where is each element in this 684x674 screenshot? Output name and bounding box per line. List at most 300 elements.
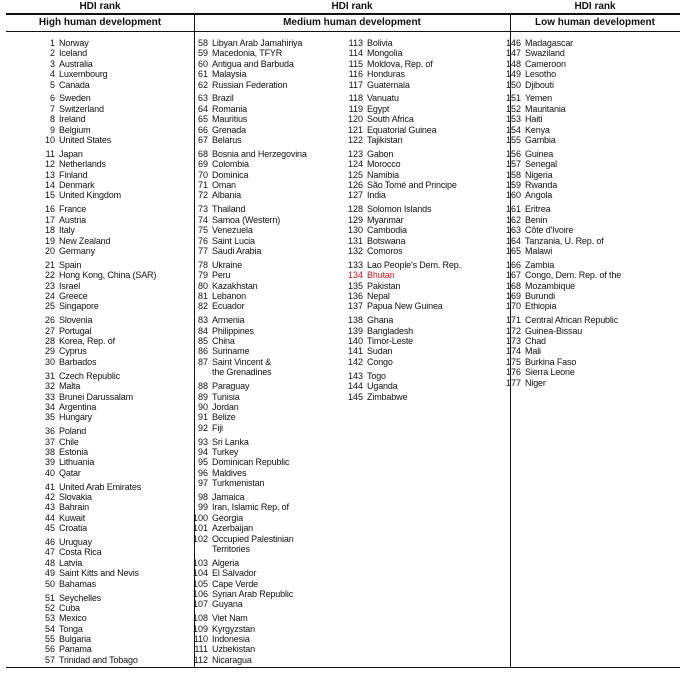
hdi-rank: 99 <box>197 502 208 513</box>
country-name: Maldives <box>212 467 247 478</box>
country-row <box>502 326 662 336</box>
hdi-rank: 81 <box>197 290 208 301</box>
country-row <box>36 215 196 225</box>
country-name: Uruguay <box>59 537 92 548</box>
country-row <box>36 246 196 256</box>
country-row <box>502 135 662 145</box>
hdi-rank: 48 <box>44 557 55 568</box>
country-name: Qatar <box>59 467 81 478</box>
hdi-rank: 97 <box>197 478 208 489</box>
hdi-rank: 87 <box>197 356 208 367</box>
country-row <box>502 281 662 291</box>
country-row <box>189 634 349 644</box>
hdi-rank: 43 <box>44 502 55 513</box>
hdi-rank: 78 <box>197 259 208 270</box>
country-name: Paraguay <box>212 381 250 392</box>
hdi-rank: 4 <box>49 69 55 80</box>
country-name: Gambia <box>525 135 556 146</box>
country-name: Argentina <box>59 401 97 412</box>
hdi-rank: 42 <box>44 492 55 503</box>
country-name: Philippines <box>212 325 254 336</box>
country-name: South Africa <box>367 114 414 125</box>
hdi-rank: 95 <box>197 457 208 468</box>
country-row <box>36 426 196 436</box>
country-row <box>189 468 349 478</box>
country-name: Swaziland <box>525 48 565 59</box>
hdi-rank-table <box>6 0 680 668</box>
rank-group <box>344 260 504 312</box>
hdi-rank: 50 <box>44 578 55 589</box>
hdi-rank: 157 <box>505 159 521 170</box>
hdi-rank: 164 <box>505 235 521 246</box>
country-row <box>502 367 662 377</box>
hdi-rank: 57 <box>44 654 55 665</box>
hdi-rank: 125 <box>347 169 363 180</box>
hdi-rank: 163 <box>505 225 521 236</box>
country-name: Peru <box>212 270 231 281</box>
country-name: Luxembourg <box>59 69 108 80</box>
country-name: Dominica <box>212 169 249 180</box>
country-row <box>189 215 349 225</box>
country-row <box>36 492 196 502</box>
country-name: Turkmenistan <box>212 478 265 489</box>
medium-development-title: Medium human development <box>283 17 421 28</box>
country-name: Bolivia <box>367 38 393 48</box>
hdi-rank: 85 <box>197 336 208 347</box>
country-name: Slovakia <box>59 492 92 503</box>
hdi-rank: 92 <box>197 422 208 433</box>
country-row <box>36 204 196 214</box>
hdi-rank: 71 <box>197 180 208 191</box>
country-name: Timor-Leste <box>367 336 414 347</box>
country-name: Antigua and Barbuda <box>212 58 294 69</box>
country-row <box>344 281 504 291</box>
country-row <box>344 125 504 135</box>
country-name: Côte d'Ivoire <box>525 225 574 236</box>
hdi-rank: 28 <box>44 336 55 347</box>
hdi-rank: 134 <box>347 270 363 281</box>
rank-group <box>189 613 349 665</box>
country-name: Russian Federation <box>212 79 288 90</box>
country-row <box>502 236 662 246</box>
country-row <box>36 482 196 492</box>
country-name: Comoros <box>367 245 403 256</box>
country-name: Bosnia and Herzegovina <box>212 148 307 159</box>
country-row <box>502 190 662 200</box>
country-name: Togo <box>367 370 386 381</box>
country-row <box>189 315 349 325</box>
hdi-rank: 104 <box>192 568 208 579</box>
country-name: Libyan Arab Jamahiriya <box>212 38 303 48</box>
hdi-rank: 94 <box>197 446 208 457</box>
hdi-rank: 27 <box>44 325 55 336</box>
hdi-rank: 98 <box>197 492 208 503</box>
country-row <box>189 326 349 336</box>
hdi-rank: 174 <box>505 346 521 357</box>
country-row <box>36 437 196 447</box>
hdi-rank: 166 <box>505 259 521 270</box>
country-name: Djibouti <box>525 79 554 90</box>
hdi-rank: 114 <box>348 48 363 59</box>
country-row <box>344 48 504 58</box>
country-row <box>36 346 196 356</box>
country-name: Cape Verde <box>212 578 259 589</box>
country-name: Norway <box>59 38 89 48</box>
country-name: Equatorial Guinea <box>367 124 437 135</box>
country-row <box>36 468 196 478</box>
rank-group <box>344 38 504 90</box>
country-row <box>189 281 349 291</box>
country-row <box>502 270 662 280</box>
country-name: Romania <box>212 103 247 114</box>
hdi-rank: 109 <box>192 623 208 634</box>
country-row <box>189 568 349 578</box>
country-row <box>344 190 504 200</box>
country-row <box>189 59 349 69</box>
country-name: Georgia <box>212 512 243 523</box>
hdi-rank: 161 <box>505 204 521 215</box>
country-row <box>189 423 349 433</box>
country-name: Hungary <box>59 412 92 423</box>
hdi-rank: 2 <box>49 48 55 59</box>
country-name: Algeria <box>212 557 239 568</box>
hdi-rank: 84 <box>197 325 208 336</box>
hdi-rank: 126 <box>347 180 363 191</box>
country-row <box>344 204 504 214</box>
country-row <box>36 603 196 613</box>
country-name: Ghana <box>367 315 394 326</box>
country-name: Senegal <box>525 159 557 170</box>
country-name: Eritrea <box>525 204 551 215</box>
country-name: Botswana <box>367 235 406 246</box>
hdi-rank: 30 <box>44 356 55 367</box>
hdi-rank: 152 <box>505 103 521 114</box>
rank-group <box>36 537 196 589</box>
country-name: Ireland <box>59 114 86 125</box>
hdi-rank: 131 <box>347 235 363 246</box>
country-name: Haiti <box>525 114 543 125</box>
country-row <box>36 315 196 325</box>
hdi-rank: 110 <box>193 634 208 645</box>
hdi-rank: 133 <box>347 259 363 270</box>
country-row <box>36 513 196 523</box>
country-row <box>189 125 349 135</box>
country-row <box>36 170 196 180</box>
country-name: Lao People's Dem. Rep. <box>367 259 461 270</box>
country-row <box>189 412 349 422</box>
country-name: India <box>367 190 386 201</box>
country-name: Korea, Rep. of <box>59 336 115 347</box>
hdi-rank: 148 <box>505 58 521 69</box>
hdi-rank: 122 <box>347 135 363 146</box>
hdi-rank: 177 <box>505 377 521 388</box>
country-name: Belgium <box>59 124 91 135</box>
country-row <box>189 260 349 270</box>
country-name: Sudan <box>367 346 393 357</box>
country-name: Tanzania, U. Rep. of <box>525 235 604 246</box>
country-row <box>344 180 504 190</box>
rank-group <box>189 315 349 377</box>
hdi-rank: 153 <box>505 114 521 125</box>
hdi-rank: 13 <box>44 169 55 180</box>
rank-group <box>502 93 662 145</box>
hdi-rank: 31 <box>44 370 55 381</box>
country-row <box>344 215 504 225</box>
country-row <box>189 80 349 90</box>
country-row <box>36 225 196 235</box>
rank-group <box>36 371 196 423</box>
country-row <box>36 260 196 270</box>
country-name: Italy <box>59 225 75 236</box>
hdi-rank: 65 <box>197 114 208 125</box>
country-name: Guinea-Bissau <box>525 325 583 336</box>
rank-spacer <box>189 544 212 554</box>
country-row <box>344 315 504 325</box>
hdi-rank: 167 <box>505 270 521 281</box>
country-name: Uzbekistan <box>212 644 256 655</box>
hdi-rank: 66 <box>197 124 208 135</box>
country-row <box>36 281 196 291</box>
country-name: Mongolia <box>367 48 403 59</box>
country-row <box>344 392 504 402</box>
country-name: Bangladesh <box>367 325 414 336</box>
country-row <box>502 204 662 214</box>
country-row <box>344 159 504 169</box>
hdi-rank: 105 <box>192 578 208 589</box>
country-name: Singapore <box>59 301 99 312</box>
country-name: Finland <box>59 169 88 180</box>
country-row <box>36 547 196 557</box>
country-row <box>502 93 662 103</box>
country-name: Vanuatu <box>367 93 399 104</box>
rank-group <box>344 149 504 201</box>
country-row <box>502 38 662 48</box>
country-name: Nigeria <box>525 169 553 180</box>
country-row <box>36 180 196 190</box>
country-row <box>36 69 196 79</box>
country-name: Kazakhstan <box>212 280 258 291</box>
rank-group <box>36 204 196 256</box>
hdi-rank: 56 <box>44 644 55 655</box>
hdi-rank: 72 <box>197 190 208 201</box>
hdi-rank: 115 <box>348 58 363 69</box>
rank-group <box>344 204 504 256</box>
country-row <box>502 149 662 159</box>
hdi-rank: 70 <box>197 169 208 180</box>
hdi-rank: 142 <box>347 356 363 367</box>
country-row <box>36 402 196 412</box>
country-name: Gabon <box>367 148 394 159</box>
country-name: Chile <box>59 436 79 447</box>
country-name: Congo, Dem. Rep. of the <box>525 270 622 281</box>
country-name: Namibia <box>367 169 399 180</box>
country-name: Bahamas <box>59 578 96 589</box>
hdi-rank: 108 <box>192 613 208 624</box>
hdi-rank: 45 <box>44 523 55 534</box>
hdi-rank: 146 <box>505 38 521 48</box>
hdi-rank: 6 <box>49 93 55 104</box>
hdi-rank: 18 <box>44 225 55 236</box>
country-row <box>344 336 504 346</box>
rank-group <box>36 426 196 478</box>
hdi-rank: 59 <box>197 48 208 59</box>
country-row <box>36 93 196 103</box>
hdi-rank: 96 <box>197 467 208 478</box>
country-row <box>502 301 662 311</box>
country-name: Indonesia <box>212 634 250 645</box>
country-name: Denmark <box>59 180 95 191</box>
hdi-rank: 41 <box>44 481 55 492</box>
country-name: Venezuela <box>212 225 253 236</box>
hdi-rank: 49 <box>44 568 55 579</box>
country-row <box>344 371 504 381</box>
country-name: Syrian Arab Republic <box>212 589 294 600</box>
country-name: Saint Kitts and Nevis <box>59 568 139 579</box>
country-row <box>344 114 504 124</box>
hdi-rank: 140 <box>347 336 363 347</box>
hdi-rank: 119 <box>348 103 363 114</box>
country-name: Kenya <box>525 124 550 135</box>
hdi-rank: 138 <box>347 315 363 326</box>
hdi-rank: 111 <box>194 644 208 655</box>
hdi-rank: 88 <box>197 381 208 392</box>
country-name: Yemen <box>525 93 552 104</box>
high-development-column <box>36 38 196 669</box>
country-row <box>36 190 196 200</box>
hdi-rank: 74 <box>197 214 208 225</box>
country-row <box>189 392 349 402</box>
hdi-rank: 69 <box>197 159 208 170</box>
country-name: Armenia <box>212 315 245 326</box>
country-row <box>36 135 196 145</box>
country-name: Lithuania <box>59 457 95 468</box>
country-row <box>189 655 349 665</box>
hdi-rank: 77 <box>197 245 208 256</box>
hdi-rank: 75 <box>197 225 208 236</box>
hdi-rank: 37 <box>44 436 55 447</box>
country-name: Sri Lanka <box>212 436 249 447</box>
country-row <box>36 392 196 402</box>
country-row <box>36 48 196 58</box>
hdi-rank: 15 <box>44 190 55 201</box>
country-row <box>36 568 196 578</box>
hdi-rank: 19 <box>44 235 55 246</box>
country-row <box>36 326 196 336</box>
country-name: Guinea <box>525 148 554 159</box>
hdi-rank: 107 <box>192 599 208 610</box>
country-name: Niger <box>525 377 546 388</box>
country-row <box>344 80 504 90</box>
country-name: Spain <box>59 259 82 270</box>
hdi-rank: 118 <box>348 93 363 104</box>
country-row <box>502 336 662 346</box>
country-name: Costa Rica <box>59 547 102 558</box>
country-row <box>36 381 196 391</box>
country-name: Thailand <box>212 204 246 215</box>
country-name: Saint Vincent & <box>212 356 272 367</box>
hdi-rank: 22 <box>44 270 55 281</box>
rank-group <box>344 315 504 367</box>
hdi-rank: 29 <box>44 346 55 357</box>
medium-rank-label: HDI rank <box>331 1 373 12</box>
hdi-rank: 25 <box>44 301 55 312</box>
country-name: Morocco <box>367 159 401 170</box>
country-name: Brazil <box>212 93 234 104</box>
country-row <box>36 558 196 568</box>
hdi-rank: 14 <box>44 180 55 191</box>
country-row <box>36 412 196 422</box>
country-name: Australia <box>59 58 93 69</box>
country-row <box>502 69 662 79</box>
country-name: Burkina Faso <box>525 356 577 367</box>
hdi-rank: 112 <box>193 654 208 665</box>
hdi-rank: 91 <box>197 412 208 423</box>
country-row <box>344 357 504 367</box>
country-row <box>189 589 349 599</box>
country-row <box>36 270 196 280</box>
country-row <box>344 59 504 69</box>
country-name: Cambodia <box>367 225 407 236</box>
hdi-rank: 136 <box>347 290 363 301</box>
country-row <box>36 634 196 644</box>
country-name: Macedonia, TFYR <box>212 48 283 59</box>
rank-group <box>502 204 662 256</box>
country-row <box>344 236 504 246</box>
country-name: United Arab Emirates <box>59 481 142 492</box>
country-name: Portugal <box>59 325 92 336</box>
country-row <box>36 371 196 381</box>
hdi-rank: 36 <box>44 426 55 437</box>
country-name: São Tomé and Principe <box>367 180 457 191</box>
country-row <box>344 301 504 311</box>
hdi-rank: 32 <box>44 381 55 392</box>
country-name: Burundi <box>525 290 555 301</box>
hdi-rank: 135 <box>347 280 363 291</box>
hdi-rank: 16 <box>44 204 55 215</box>
country-name: Bhutan <box>367 270 395 281</box>
country-name: New Zealand <box>59 235 111 246</box>
rank-group <box>36 260 196 312</box>
country-name: Zambia <box>525 259 555 270</box>
country-row <box>36 114 196 124</box>
hdi-rank: 128 <box>347 204 363 215</box>
country-row <box>189 336 349 346</box>
hdi-rank: 47 <box>44 547 55 558</box>
country-row <box>344 69 504 79</box>
hdi-rank: 73 <box>197 204 208 215</box>
country-row <box>344 38 504 48</box>
hdi-rank: 144 <box>347 381 363 392</box>
hdi-rank: 10 <box>44 135 55 146</box>
hdi-rank: 176 <box>505 367 521 378</box>
country-row <box>189 492 349 502</box>
country-row <box>36 502 196 512</box>
hdi-rank: 155 <box>505 135 521 146</box>
country-name: Bahrain <box>59 502 89 513</box>
country-name: Pakistan <box>367 280 401 291</box>
country-name: Saudi Arabia <box>212 245 262 256</box>
country-row <box>344 149 504 159</box>
country-name: Malaysia <box>212 69 247 80</box>
hdi-rank: 86 <box>197 346 208 357</box>
country-row <box>189 624 349 634</box>
country-name: Brunei Darussalam <box>59 391 133 402</box>
hdi-rank: 137 <box>347 301 363 312</box>
country-row <box>344 381 504 391</box>
country-row <box>344 135 504 145</box>
country-row <box>36 159 196 169</box>
hdi-rank: 117 <box>348 79 363 90</box>
